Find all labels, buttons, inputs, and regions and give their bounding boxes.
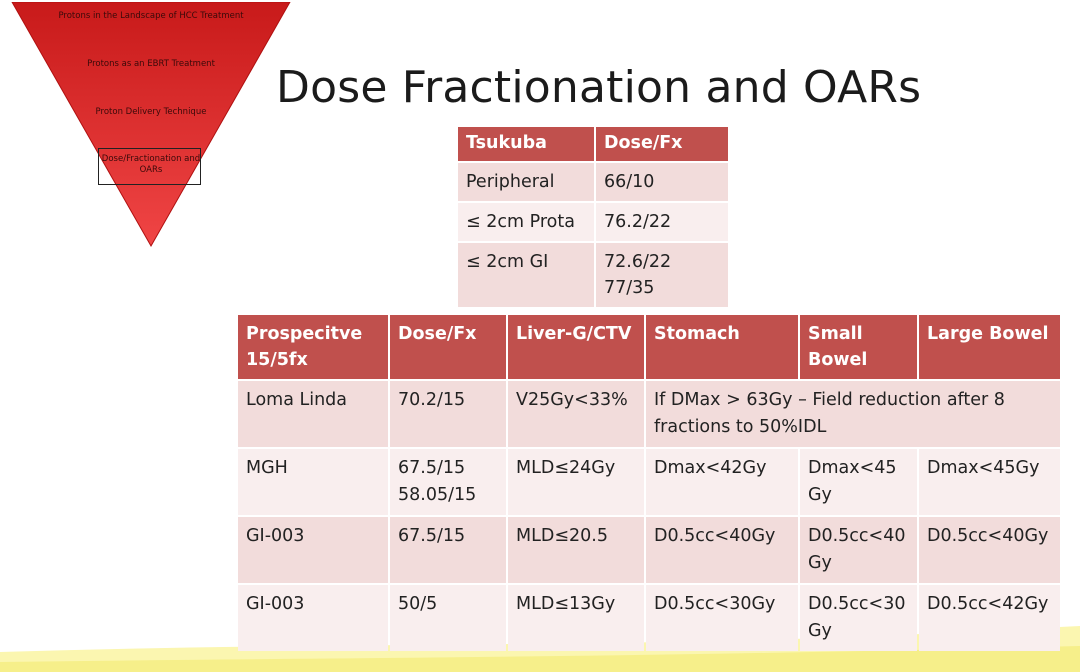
agenda-funnel bbox=[10, 2, 292, 248]
cell-line: 67.5/15 bbox=[398, 458, 466, 478]
table-cell bbox=[390, 449, 506, 515]
table-cell: D0.5cc<40Gy bbox=[646, 517, 798, 583]
cell-line: 77/35 bbox=[604, 278, 655, 298]
cell-line: 58.05/15 bbox=[398, 485, 477, 505]
table-cell: ≤ 2cm GI bbox=[458, 243, 594, 307]
table-row bbox=[458, 163, 728, 201]
table-cell: Dmax<45 Gy bbox=[800, 449, 917, 515]
header-cell: Large Bowel bbox=[919, 315, 1060, 379]
funnel-item-delivery: Proton Delivery Technique bbox=[95, 107, 207, 117]
slide-title: Dose Fractionation and OARs bbox=[276, 62, 922, 113]
table-header-row bbox=[238, 315, 1060, 379]
header-cell: Tsukuba bbox=[458, 127, 594, 161]
tsukuba-table bbox=[456, 125, 730, 309]
table-cell: D0.5cc<40Gy bbox=[919, 517, 1060, 583]
table-cell: GI-003 bbox=[238, 585, 388, 651]
funnel-item-ebrt: Protons as an EBRT Treatment bbox=[87, 59, 215, 69]
table-row bbox=[238, 381, 1060, 447]
table-row bbox=[458, 203, 728, 241]
table-cell: 50/5 bbox=[390, 585, 506, 651]
table-cell: GI-003 bbox=[238, 517, 388, 583]
table-cell-merged: If DMax > 63Gy – Field reduction after 8 fractions to 50%IDL bbox=[646, 381, 1060, 447]
table-cell: D0.5cc<42Gy bbox=[919, 585, 1060, 651]
table-cell: 66/10 bbox=[596, 163, 728, 201]
header-cell: Dose/Fx bbox=[390, 315, 506, 379]
table-cell: D0.5cc<30Gy bbox=[646, 585, 798, 651]
table-cell: D0.5cc<40 Gy bbox=[800, 517, 917, 583]
table-cell bbox=[596, 243, 728, 307]
table-cell: MGH bbox=[238, 449, 388, 515]
table-cell: Dmax<45Gy bbox=[919, 449, 1060, 515]
table-cell: 76.2/22 bbox=[596, 203, 728, 241]
header-cell: Stomach bbox=[646, 315, 798, 379]
funnel-current-highlight bbox=[98, 148, 201, 185]
table-row bbox=[458, 243, 728, 307]
prospective-table bbox=[236, 313, 1062, 653]
funnel-triangle bbox=[10, 2, 292, 248]
table-cell: ≤ 2cm Prota bbox=[458, 203, 594, 241]
table-row bbox=[238, 517, 1060, 583]
table-row bbox=[238, 449, 1060, 515]
table-cell: MLD≤24Gy bbox=[508, 449, 644, 515]
table-cell: MLD≤13Gy bbox=[508, 585, 644, 651]
table-cell: Peripheral bbox=[458, 163, 594, 201]
header-cell: Liver-G/CTV bbox=[508, 315, 644, 379]
table-cell: 67.5/15 bbox=[390, 517, 506, 583]
cell-line: 72.6/22 bbox=[604, 252, 672, 272]
table-row bbox=[238, 585, 1060, 651]
table-header-row bbox=[458, 127, 728, 161]
table-cell: D0.5cc<30 Gy bbox=[800, 585, 917, 651]
table-cell: V25Gy<33% bbox=[508, 381, 644, 447]
funnel-item-landscape: Protons in the Landscape of HCC Treatment bbox=[58, 11, 244, 21]
header-cell: Prospecitve 15/5fx bbox=[238, 315, 388, 379]
table-cell: 70.2/15 bbox=[390, 381, 506, 447]
table-cell: Dmax<42Gy bbox=[646, 449, 798, 515]
funnel-item-current: Dose/Fractionation and OARs bbox=[101, 154, 201, 175]
table-cell: Loma Linda bbox=[238, 381, 388, 447]
header-cell: Small Bowel bbox=[800, 315, 917, 379]
table-cell: MLD≤20.5 bbox=[508, 517, 644, 583]
header-cell: Dose/Fx bbox=[596, 127, 728, 161]
